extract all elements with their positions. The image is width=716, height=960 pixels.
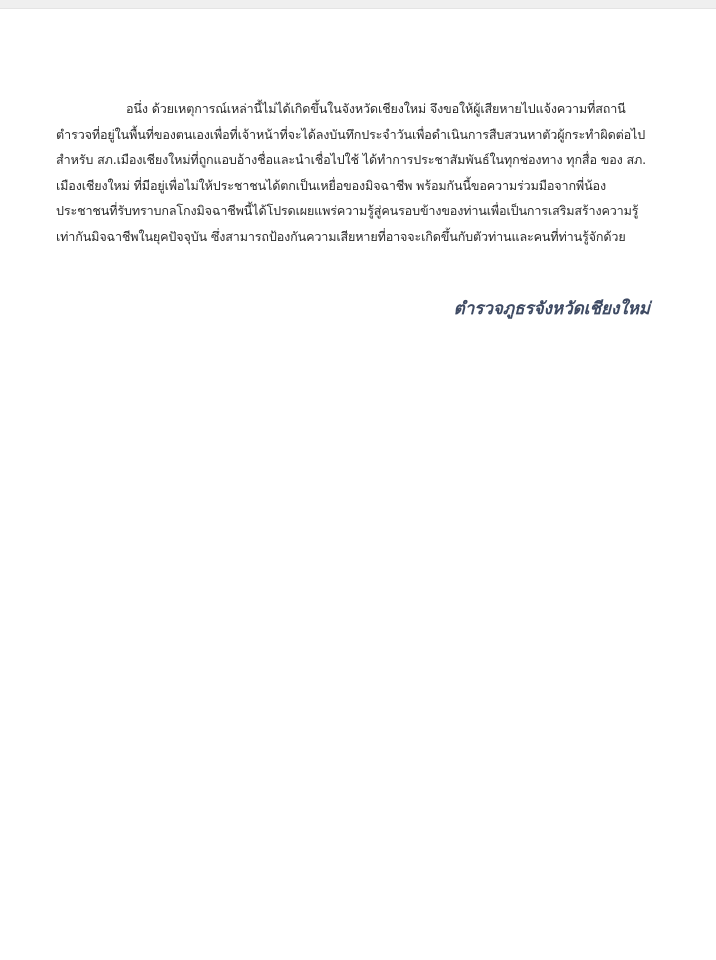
paragraph-line-3: สำหรับ สภ.เมืองเชียงใหม่ที่ถูกแอบอ้างชื่อและนำเชื่อไปใช้ ได้ทำการประชาสัมพันธ์ในทุกช่องทาง ทุกสื่อ ของ สภ. <box>56 152 647 168</box>
paragraph-line-6: เท่ากันมิจฉาชีพในยุคปัจจุบัน ซึ่งสามารถป้องกันความเสียหายที่อาจจะเกิดขึ้นกับตัวท่านและคนที่ท่านรู้จักด้วย <box>56 228 626 244</box>
paragraph-line-5: ประชาชนที่รับทราบกลโกงมิจฉาชีพนี้ได้โปรดเผยแพร่ความรู้สู่คนรอบข้างของท่านเพื่อเป็นการเสริมสร้างความรู้ <box>56 203 639 219</box>
document-body <box>56 96 664 250</box>
paragraph-line-2: ตำรวจที่อยู่ในพื้นที่ของตนเองเพื่อที่เจ้าหน้าที่จะได้ลงบันทึกประจำวันเพื่อดำเนินการสืบสวนหาตัวผู้กระทำผิดต่อไป <box>56 126 646 142</box>
top-edge-strip <box>0 0 716 9</box>
paragraph-line-4: เมืองเชียงใหม่ ที่มีอยู่เพื่อไม่ให้ประชาชนได้ตกเป็นเหยื่อของมิจฉาชีพ พร้อมกันนี้ขอความร่วมมือจากพี่น้อง <box>56 177 606 193</box>
paragraph-line-1: อนึ่ง ด้วยเหตุการณ์เหล่านี้ไม่ได้เกิดขึ้นในจังหวัดเชียงใหม่ จึงขอให้ผู้เสียหายไปแจ้งความที่สถานี <box>126 101 626 116</box>
signature: ตำรวจภูธรจังหวัดเชียงใหม่ <box>453 299 650 319</box>
